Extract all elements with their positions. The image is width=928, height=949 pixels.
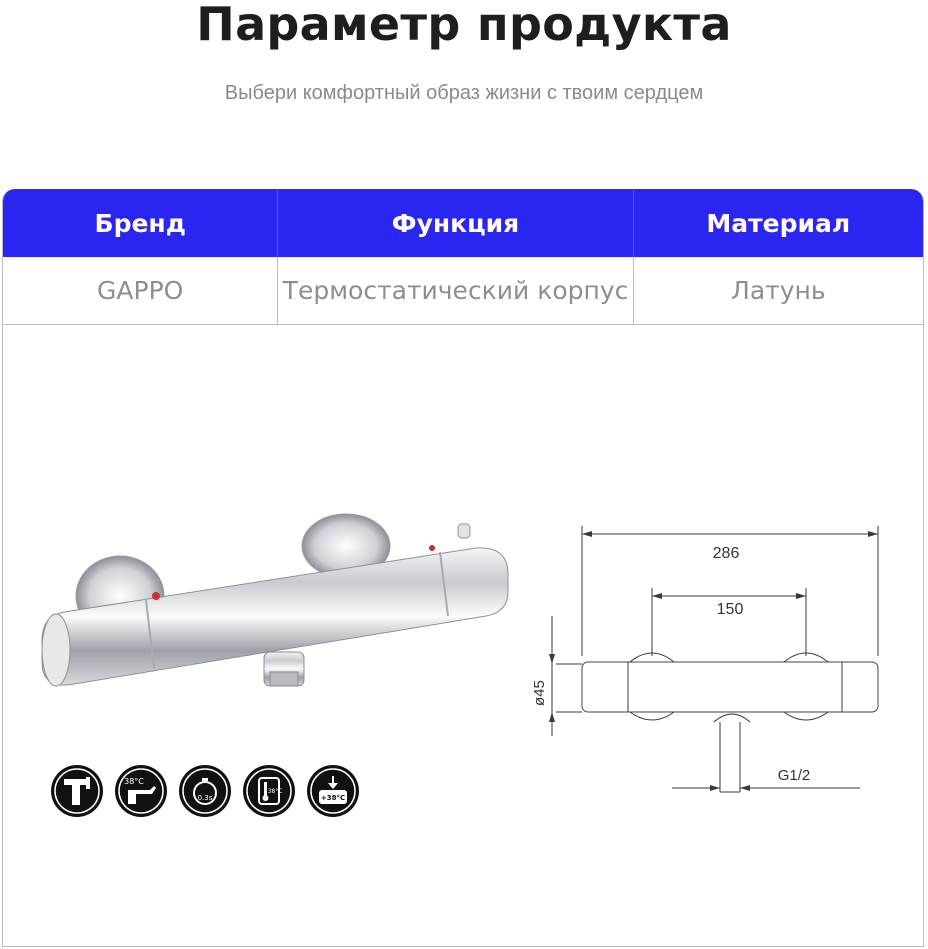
column-header-brand: Бренд	[3, 189, 278, 257]
product-image	[36, 512, 516, 702]
table-row	[3, 257, 923, 325]
page-title: Параметр продукта	[196, 0, 732, 51]
cell-function: Термостатический корпус	[278, 257, 633, 324]
timer-icon	[178, 764, 232, 818]
dimension-diameter: ø45	[531, 680, 548, 706]
safety-lock-icon	[306, 764, 360, 818]
feature-label: 38°C	[267, 788, 283, 795]
thermometer-icon	[242, 764, 296, 818]
dimension-diagram	[522, 516, 892, 806]
dimension-inlet-spacing: 150	[716, 601, 744, 618]
feature-label: 0.3s	[197, 794, 213, 802]
cell-material: Латунь	[731, 276, 826, 305]
faucet-icon	[50, 764, 104, 818]
feature-icons	[50, 764, 360, 818]
column-header-material: Материал	[706, 208, 851, 238]
dimension-total-length: 286	[712, 545, 740, 562]
feature-label: 38°C	[124, 777, 144, 786]
spec-table-header	[3, 189, 923, 257]
temperature-faucet-icon	[114, 764, 168, 818]
dimension-thread: G1/2	[777, 767, 811, 784]
cell-brand: GAPPO	[3, 257, 278, 324]
page-subtitle: Выбери комфортный образ жизни с твоим сердцем	[224, 82, 704, 104]
column-header-function: Функция	[278, 189, 633, 257]
feature-label: +38°C	[320, 794, 346, 802]
